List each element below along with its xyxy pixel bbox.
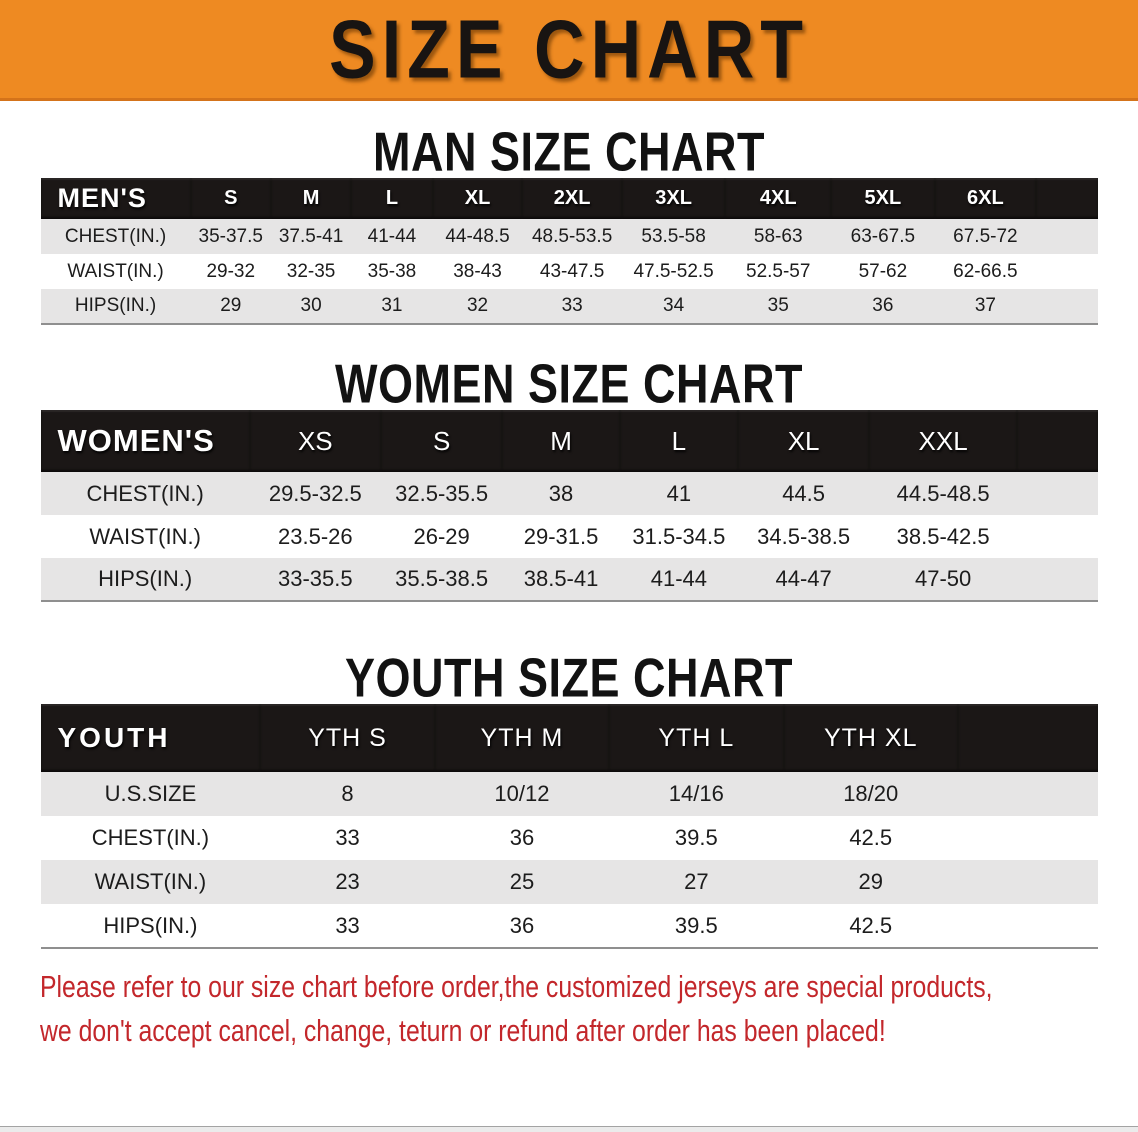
size-value-cell: 27 [684,869,709,894]
size-value-cell: 29 [220,295,242,316]
size-value-cell: 53.5-58 [641,225,706,247]
table-row [41,816,1098,860]
size-value-cell: 44.5 [782,480,826,506]
column-header: M [502,410,619,472]
size-value-cell: 35-38 [367,260,417,282]
column-header: YTH S [260,704,434,772]
column-header: YTH XL [784,704,958,772]
spacer-cell [1017,558,1097,601]
column-header: 3XL [622,178,726,219]
table-header-row [41,178,1098,219]
row-label: WAIST(IN.) [67,260,164,282]
size-value-cell: 23 [335,869,360,894]
row-label: CHEST(IN.) [91,825,210,850]
row-label: HIPS(IN.) [103,912,198,938]
youth-section-heading-text: YOUTH SIZE CHART [344,646,793,709]
row-label: CHEST(IN.) [64,225,167,247]
size-value-cell: 30 [300,295,322,316]
size-value-cell: 38-43 [453,260,502,282]
column-header: 5XL [831,178,935,219]
table-header-row [41,704,1098,772]
size-value-cell: 29-32 [206,260,256,282]
size-value-cell: 34 [663,295,685,316]
table-corner-label: WOMEN'S [41,410,250,472]
size-value-cell: 31 [381,295,403,316]
size-value-cell: 18/20 [843,781,899,806]
column-header: S [381,410,503,472]
size-value-cell: 35-37.5 [198,225,263,247]
column-header: L [620,410,738,472]
men-section-heading [0,120,1138,183]
size-value-cell: 33 [561,295,583,316]
women-section-heading-text: WOMEN SIZE CHART [335,352,803,415]
column-header: XS [250,410,381,472]
column-header: YTH M [435,704,609,772]
spacer-cell [958,904,1098,948]
size-value-cell: 32.5-35.5 [395,480,489,506]
spacer-cell [1036,178,1097,219]
row-label: WAIST(IN.) [94,869,207,894]
size-value-cell: 29-31.5 [523,523,599,549]
size-value-cell: 23.5-26 [278,523,353,549]
disclaimer-line-1 [40,965,1138,1009]
size-value-cell: 37.5-41 [278,225,344,247]
size-value-cell: 8 [341,781,354,806]
size-value-cell: 63-67.5 [850,225,916,247]
size-value-cell: 36 [872,295,894,316]
size-value-cell: 14/16 [668,781,724,806]
spacer-cell [1036,289,1097,324]
table-row [41,472,1098,515]
table-row [41,254,1098,289]
column-header: YTH L [609,704,783,772]
size-value-cell: 33 [335,825,360,850]
size-value-cell: 35 [767,295,789,316]
column-header: 2XL [522,178,621,219]
size-chart-banner [0,0,1138,101]
size-value-cell: 44-48.5 [445,225,510,247]
youth-section-heading [0,646,1138,709]
size-value-cell: 32 [466,295,489,316]
table-corner-label: YOUTH [41,704,261,772]
table-row [41,860,1098,904]
column-header: XL [738,410,869,472]
size-value-cell: 33 [335,912,360,938]
spacer-cell [1017,472,1097,515]
table-row [41,558,1098,601]
spacer-cell [1036,254,1097,289]
women-section-heading [0,352,1138,415]
size-value-cell: 33-35.5 [278,566,353,591]
row-label: HIPS(IN.) [74,295,157,316]
size-value-cell: 36 [509,825,535,850]
size-value-cell: 36 [509,912,535,938]
table-row [41,289,1098,324]
table-header-row [41,410,1098,472]
spacer-cell [958,704,1098,772]
table-row [41,219,1098,254]
size-value-cell: 34.5-38.5 [757,523,851,549]
row-label: CHEST(IN.) [86,480,204,506]
column-header: M [271,178,351,219]
size-value-cell: 38.5-41 [523,566,599,591]
column-header: L [351,178,432,219]
banner-title: SIZE CHART [329,2,809,96]
size-value-cell: 41-44 [367,225,417,247]
size-value-cell: 62-66.5 [953,260,1018,282]
size-value-cell: 47-50 [914,566,972,591]
size-value-cell: 43-47.5 [539,260,605,282]
size-value-cell: 58-63 [753,225,803,247]
row-label: WAIST(IN.) [89,523,201,549]
spacer-cell [958,860,1098,904]
men-section-heading-text: MAN SIZE CHART [373,120,765,183]
spacer-cell [958,816,1098,860]
size-value-cell: 26-29 [413,523,470,549]
bottom-edge-strip [0,1126,1138,1132]
size-value-cell: 32-35 [286,260,336,282]
column-header: 6XL [935,178,1036,219]
spacer-cell [958,772,1098,816]
size-value-cell: 39.5 [674,912,718,938]
column-header: 4XL [725,178,831,219]
column-header: XL [433,178,523,219]
spacer-cell [1036,219,1097,254]
size-value-cell: 39.5 [674,825,718,850]
size-value-cell: 41-44 [650,566,708,591]
size-value-cell: 35.5-38.5 [395,566,489,591]
size-value-cell: 57-62 [858,260,908,282]
row-label: HIPS(IN.) [98,566,193,591]
size-value-cell: 52.5-57 [746,260,811,282]
size-value-cell: 42.5 [849,825,893,850]
women-size-table [41,410,1098,602]
table-row [41,772,1098,816]
size-value-cell: 31.5-34.5 [632,523,726,549]
size-value-cell: 10/12 [494,781,550,806]
size-value-cell: 44.5-48.5 [896,480,990,506]
size-value-cell: 25 [509,869,535,894]
men-size-table [41,178,1098,325]
size-value-cell: 44-47 [775,566,832,591]
size-value-cell: 47.5-52.5 [633,260,714,282]
size-value-cell: 48.5-53.5 [531,225,613,247]
size-value-cell: 37 [974,295,996,316]
youth-size-table [41,704,1098,949]
column-header: XXL [869,410,1017,472]
size-value-cell: 38 [548,480,574,506]
spacer-cell [1017,410,1097,472]
spacer-cell [1017,515,1097,558]
table-corner-label: MEN'S [41,178,191,219]
disclaimer-line-2-text: we don't accept cancel, change, teturn or refund after order has been placed! [40,1013,886,1048]
disclaimer-line-1-text: Please refer to our size chart before order,the customized jerseys are special products, [40,969,993,1004]
size-value-cell: 67.5-72 [953,225,1018,247]
size-value-cell: 29.5-32.5 [268,480,362,506]
column-header: S [191,178,271,219]
disclaimer [40,965,1138,1053]
size-value-cell: 29 [858,869,883,894]
size-value-cell: 41 [666,480,692,506]
size-value-cell: 38.5-42.5 [896,523,990,549]
row-label: U.S.SIZE [104,781,197,806]
table-row [41,515,1098,558]
disclaimer-line-2 [40,1009,1138,1053]
size-value-cell: 42.5 [849,912,893,938]
table-row [41,904,1098,948]
